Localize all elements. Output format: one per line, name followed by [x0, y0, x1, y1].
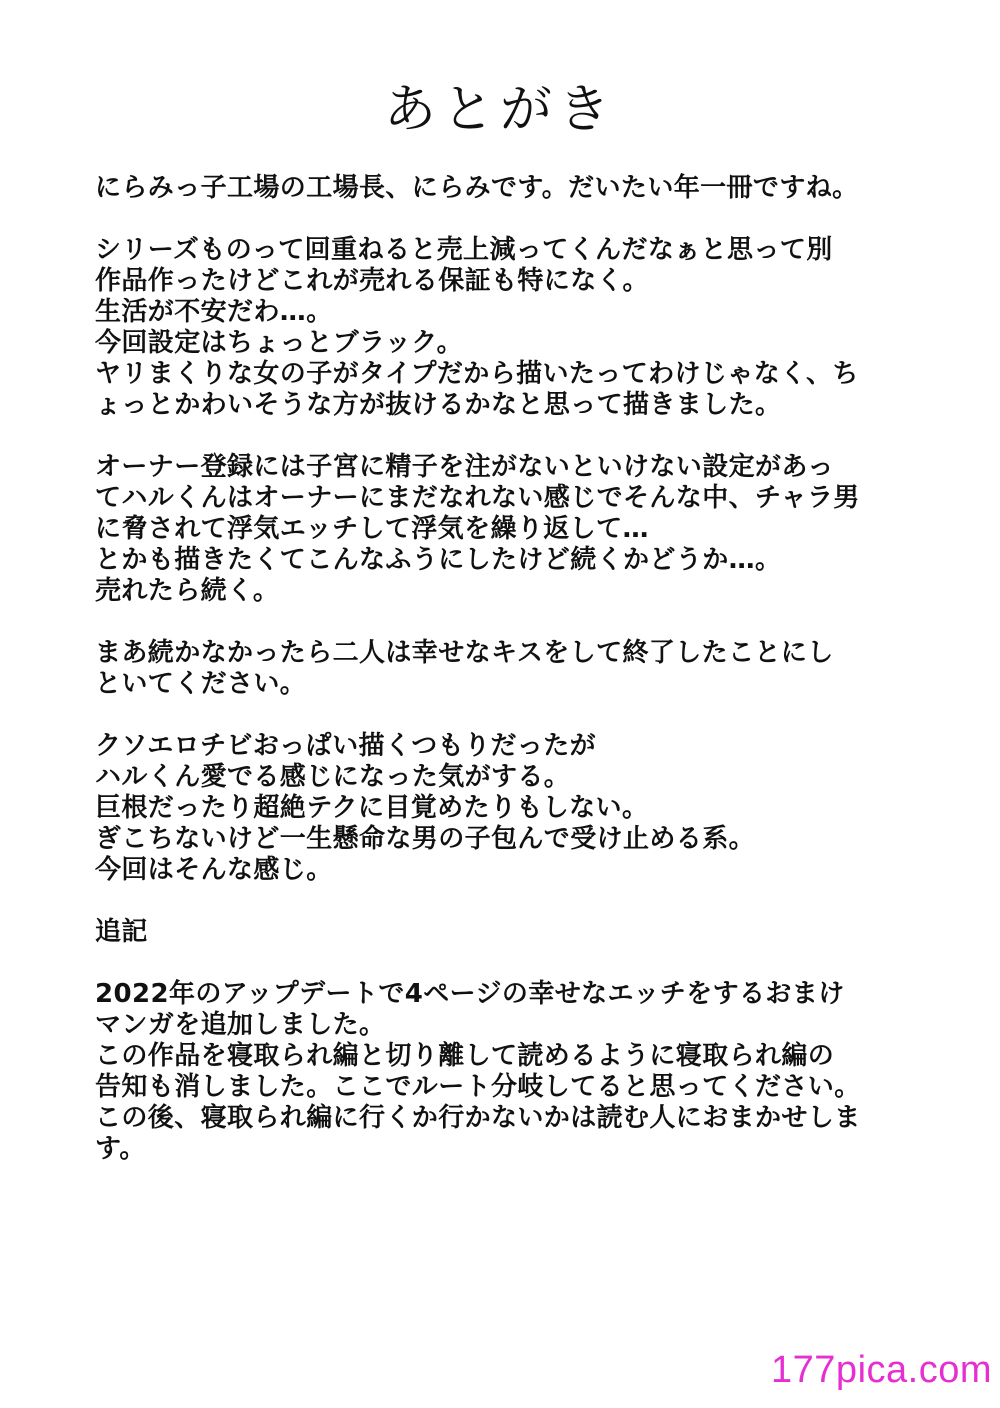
- text-line: す。: [95, 1134, 146, 1164]
- text-line: 作品作ったけどこれが売れる保証も特になく。: [95, 266, 649, 296]
- text-line: マンガを追加しました。: [95, 1010, 386, 1040]
- text-line: ょっとかわいそうな方が抜けるかなと思って描きました。: [95, 390, 782, 420]
- text-line: 2022年のアップデートで4ページの幸せなエッチをするおまけ: [95, 979, 845, 1009]
- postscript-heading: 追記: [95, 917, 148, 947]
- paragraph-gap: [95, 607, 945, 638]
- text-line: オーナー登録には子宮に精子を注がないといけない設定があっ: [95, 452, 834, 482]
- text-line: てハルくんはオーナーにまだなれない感じでそんな中、チャラ男: [95, 483, 860, 513]
- text-line: この後、寝取られ編に行くか行かないかは読む人におまかせしま: [95, 1103, 861, 1133]
- text-line: 今回設定はちょっとブラック。: [95, 328, 464, 358]
- paragraph-gap: [95, 886, 945, 917]
- paragraph-gap: [95, 204, 945, 235]
- text-line: 巨根だったり超絶テクに目覚めたりもしない。: [95, 793, 649, 823]
- text-line: ヤリまくりな女の子がタイプだから描いたってわけじゃなく、ち: [95, 359, 859, 389]
- text-line: といてください。: [95, 669, 307, 699]
- paragraph-gap: [95, 700, 945, 731]
- text-line: まあ続かなかったら二人は幸せなキスをして終了したことにし: [95, 638, 834, 668]
- text-line: とかも描きたくてこんなふうにしたけど続くかどうか…。: [95, 545, 782, 575]
- text-line: 生活が不安だわ…。: [95, 297, 333, 327]
- afterword-body: [95, 173, 945, 1165]
- paragraph-gap: [95, 948, 945, 979]
- text-line: ぎこちないけど一生懸命な男の子包んで受け止める系。: [95, 824, 756, 854]
- page-title: あとがき: [383, 80, 616, 140]
- text-line: この作品を寝取られ編と切り離して読めるように寝取られ編の: [95, 1041, 835, 1071]
- text-line: にらみっ子工場の工場長、にらみです。だいたい年一冊ですね。: [95, 173, 859, 203]
- text-line: シリーズものって回重ねると売上減ってくんだなぁと思って別: [95, 235, 833, 265]
- text-line: 告知も消しました。ここでルート分岐してると思ってください。: [95, 1072, 861, 1102]
- site-watermark: 177pica.com: [771, 1349, 992, 1391]
- text-line: 売れたら続く。: [95, 576, 280, 606]
- text-line: クソエロチビおっぱい描くつもりだったが: [95, 731, 597, 761]
- text-line: ハルくん愛でる感じになった気がする。: [95, 762, 571, 792]
- text-line: に脅されて浮気エッチして浮気を繰り返して…: [95, 514, 649, 544]
- text-line: 今回はそんな感じ。: [95, 855, 333, 885]
- paragraph-gap: [95, 421, 945, 452]
